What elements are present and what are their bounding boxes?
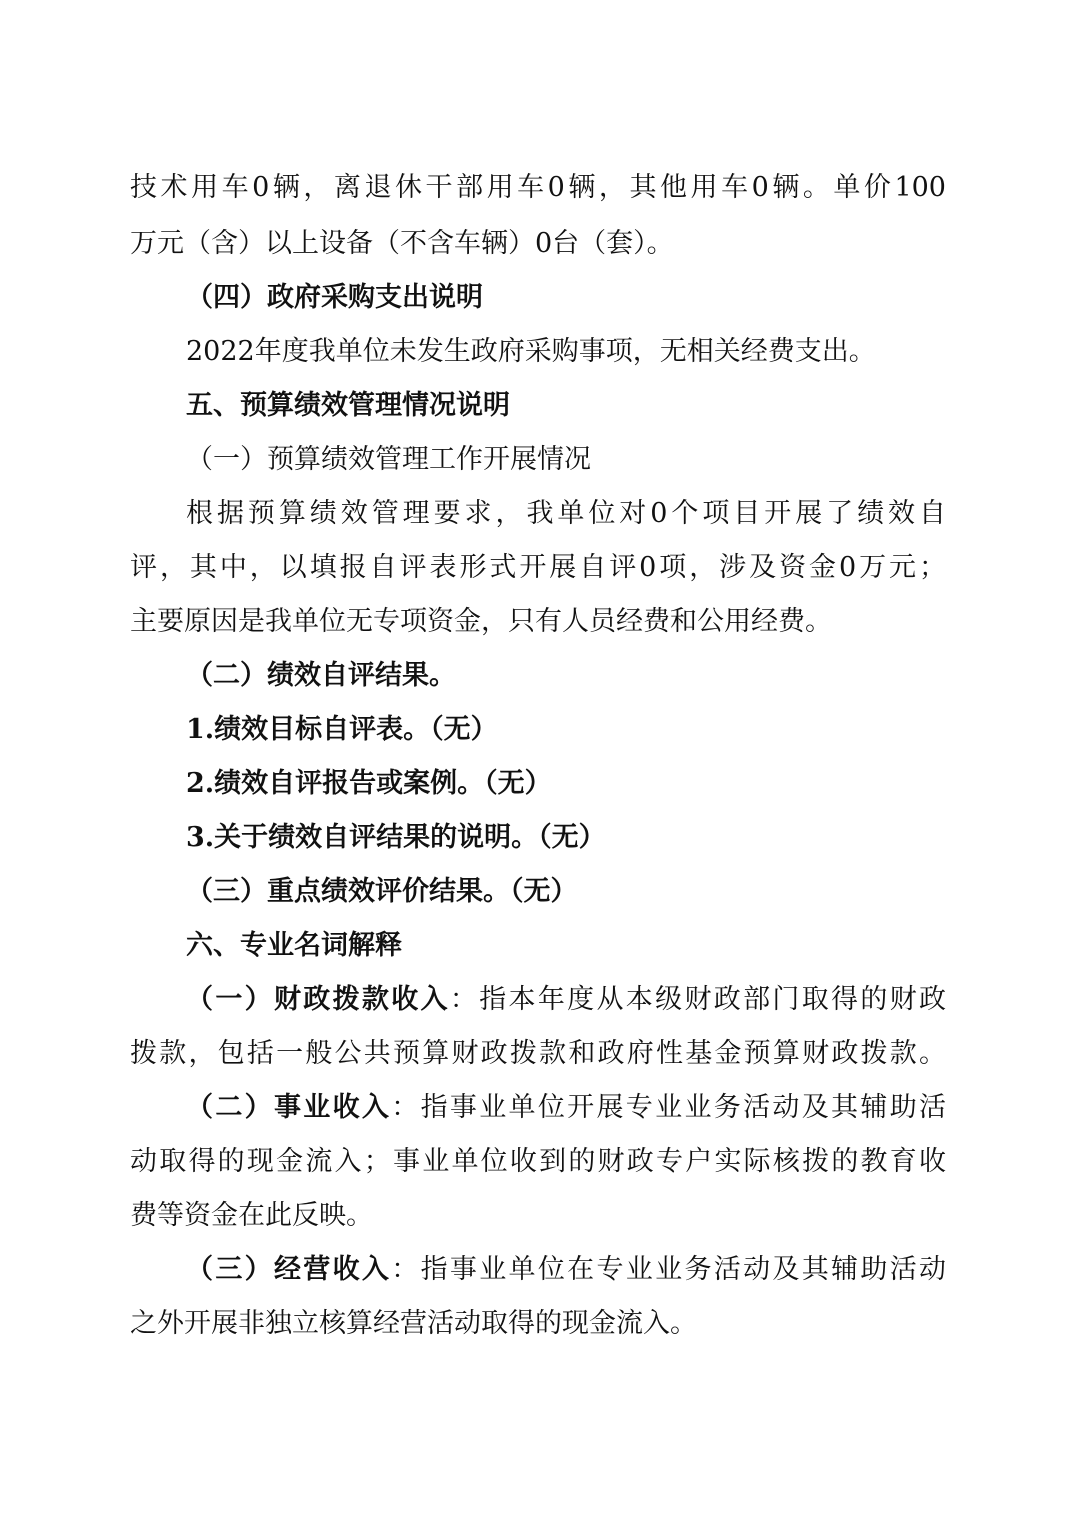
definition-line xyxy=(186,1080,946,1136)
text-line: 技术用车0辆，离退休干部用车0辆，其他用车0辆。单价100 xyxy=(130,172,946,203)
list-item: 3.关于绩效自评结果的说明。（无） xyxy=(186,822,606,853)
subsection-heading: （一）预算绩效管理工作开展情况 xyxy=(186,444,591,475)
text-line: 拨款，包括一般公共预算财政拨款和政府性基金预算财政拨款。 xyxy=(130,1038,946,1069)
term-definition: ：指本年度从本级财政部门取得的财政 xyxy=(449,984,946,1015)
definition-line xyxy=(186,972,946,1028)
text-line: 2022年度我单位未发生政府采购事项，无相关经费支出。 xyxy=(186,336,876,367)
section-heading: 六、专业名词解释 xyxy=(186,930,402,961)
text-line: 根据预算绩效管理要求，我单位对0个项目开展了绩效自 xyxy=(186,498,946,529)
text-line: 评，其中，以填报自评表形式开展自评0项，涉及资金0万元； xyxy=(130,552,946,583)
text-line: 之外开展非独立核算经营活动取得的现金流入。 xyxy=(130,1308,697,1339)
term-definition: ：指事业单位开展专业业务活动及其辅助活 xyxy=(391,1092,946,1123)
term-label: （一）财政拨款收入 xyxy=(186,984,450,1015)
list-item: 2.绩效自评报告或案例。（无） xyxy=(186,768,552,799)
section-heading: （四）政府采购支出说明 xyxy=(186,282,483,313)
term-label: （三）经营收入 xyxy=(186,1254,392,1285)
list-item: 1.绩效目标自评表。（无） xyxy=(186,714,498,745)
subsection-heading: （二）绩效自评结果。 xyxy=(186,660,456,691)
text-line: 主要原因是我单位无专项资金，只有人员经费和公用经费。 xyxy=(130,606,832,637)
text-line: 费等资金在此反映。 xyxy=(130,1200,373,1231)
subsection-heading: （三）重点绩效评价结果。（无） xyxy=(186,876,578,907)
definition-line xyxy=(186,1242,946,1298)
section-heading: 五、预算绩效管理情况说明 xyxy=(186,390,510,421)
text-line: 动取得的现金流入；事业单位收到的财政专户实际核拨的教育收 xyxy=(130,1146,946,1177)
term-label: （二）事业收入 xyxy=(186,1092,392,1123)
text-line: 万元（含）以上设备（不含车辆）0台（套）。 xyxy=(130,228,674,259)
term-definition: ：指事业单位在专业业务活动及其辅助活动 xyxy=(391,1254,946,1285)
